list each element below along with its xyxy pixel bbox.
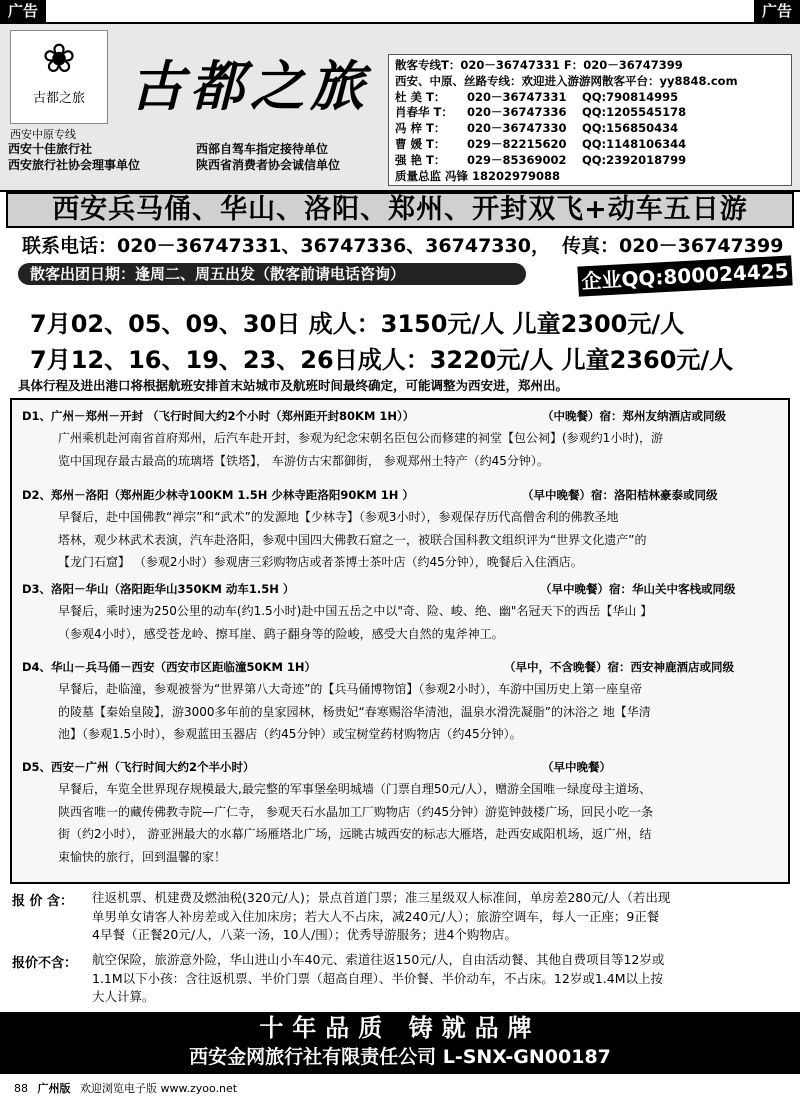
price-row: 7月12、16、19、23、26日成人：3220元/人 儿童2360元/人 [30, 346, 734, 374]
day-description: 早餐后，赴中国佛教“禅宗”和“武术”的发源地【少林寺】（参观3小时），参观保存历代高僧舍利的佛教圣地 塔林，观少林武术表演，汽车赴洛阳，参观中国四大佛教石窟之一，被联合国科教文组织评为“世界文化遗产”的 【龙门石窟】 （参观2小时）参观唐三彩购物店或者茶博士茶叶店（约45分钟），晚餐后入住酒店。 [58, 510, 647, 569]
ad-label-left: 广告 [0, 0, 46, 22]
page-footer [14, 1080, 237, 1096]
day-description: 早餐后，车览全世界现存规模最大,最完整的军事堡垒明城墙（门票自理50元/人），赠游全国唯一绿度母主道场、 陕西省唯一的藏传佛教寺院—广仁寺， 参观天石水晶加工厂购物店（约45分钟）游览钟鼓楼广场，回民小吃一条 街（约2小时）， 游亚洲最大的水幕广场雁塔北广场，远眺古城西安的标志大雁塔，赴西安咸阳机场，返广州，结 束愉快的旅行，回到温馨的家！ [58, 782, 654, 864]
day-description: 早餐后，赴临潼，参观被誉为“世界第八大奇迹”的【兵马俑博物馆】（参观2小时），车游中国历史上第一座皇帝 的陵墓【秦始皇陵】，游3000多年前的皇家园林，杨贵妃“春寒赐浴华清池，温泉水滑洗凝脂”的沐浴之 地【华清 池】（参观1.5小时），参观蓝田玉器店（约45分钟）或宝树堂药材购物店（约45分钟）。 [58, 682, 651, 741]
quality-director: 质量总监 冯锋 18202979088 [395, 168, 561, 183]
itinerary-note: 具体行程及进出港口将根据航班安排首末站城市及航班时间最终确定，可能调整为西安进，郑州出。 [18, 378, 569, 393]
day-heading: D1、广州－郑州－开封 （飞行时间大约2个小时（郑州距开封80KM 1H）） （中晚餐）宿：郑州友纳酒店或同级 [22, 409, 726, 423]
company-license: 西安金网旅行社有限责任公司 L-SNX-GN00187 [189, 1046, 611, 1068]
header-band [0, 22, 800, 192]
butterfly-icon: ❀ [42, 36, 76, 82]
day-description: 早餐后，乘时速为250公里的动车(约1.5小时)赴中国五岳之中以"奇、险、峻、绝、幽"名冠天下的西岳【华山 】 （参观4小时），感受苍龙岭、擦耳崖、鹞子翻身等的险峻，感受大自然的鬼斧神工。 [58, 604, 653, 641]
price-row: 7月02、05、09、30日 成人：3150元/人 儿童2300元/人 [30, 310, 685, 338]
route-text: 西安中原专线 [10, 128, 76, 141]
day-heading: D5、西安－广州（飞行时间大约2个半小时） （早中晚餐） [22, 760, 611, 774]
excludes-label: 报价不含： [12, 956, 78, 971]
staff-row: 杜 美 T： 020－36747331 QQ:790814995 [395, 89, 679, 104]
agency-line-1: 西安十佳旅行社 [8, 142, 93, 156]
logo [10, 30, 108, 124]
platform: 西安、中原、丝路专线：欢迎进入游游网散客平台：yy8848.com [395, 73, 738, 88]
agency-line-4: 陕西省消费者协会诚信单位 [196, 158, 341, 172]
day-heading: D2、郑州－洛阳（郑州距少林寺100KM 1.5H 少林寺距洛阳90KM 1H ） （早中晚餐）宿：洛阳桔林豪泰或同级 [22, 488, 718, 502]
staff-row: 强 艳 T： 029－85369002 QQ:2392018799 [395, 152, 687, 167]
excludes-text: 航空保险，旅游意外险，华山进山小车40元、索道往返150元/人，自由活动餐、其他自费项目等12岁或 1.1M以下小孩：含往返机票、半价门票（超高自理）、半价餐、半价动车，不占床。12岁或1.4M以上按 大人计算。 [92, 952, 665, 1004]
departure-dates-banner: 散客出团日期：逢周二、周五出发（散客前请电话咨询） [18, 263, 526, 285]
day-heading: D4、华山－兵马俑－西安（西安市区距临潼50KM 1H） （早中，不含晚餐）宿：西安神鹿酒店或同级 [22, 660, 734, 674]
footer-band [0, 1012, 800, 1074]
website: 欢迎浏览电子版 www.zyoo.net [80, 1082, 238, 1095]
hotline: 散客专线T：020－36747331 F：020－36747399 [395, 58, 683, 72]
tour-title: 西安兵马俑、华山、洛阳、郑州、开封双飞+动车五日游 [6, 192, 794, 228]
page-number: 88 [14, 1082, 28, 1095]
staff-row: 曹 媛 T： 029－82215620 QQ:1148106344 [395, 136, 687, 151]
staff-row: 冯 梓 T： 020－36747330 QQ:156850434 [395, 121, 679, 136]
contact-box [388, 54, 792, 186]
brand-name: 古都之旅 [130, 54, 370, 118]
staff-row: 肖春华 T： 020－36747336 QQ:1205545178 [395, 105, 687, 120]
contact-fax: 传真：020－36747399 [562, 235, 784, 257]
agency-line-3: 西部自驾车指定接待单位 [196, 142, 329, 156]
ad-label-right: 广告 [754, 0, 800, 22]
contact-phone: 联系电话：020－36747331、36747336、36747330， [22, 235, 550, 257]
enterprise-qq: 企业QQ:800024425 [577, 255, 792, 296]
slogan: 十年品质 铸就品牌 [259, 1014, 541, 1042]
itinerary-box [10, 398, 790, 884]
logo-text: 古都之旅 [32, 91, 85, 106]
day-description: 广州乘机赴河南省首府郑州，后汽车赴开封，参观为纪念宋朝名臣包公而修建的祠堂【包公祠】(参观约1小时)，游 览中国现存最古最高的琉璃塔【铁塔】， 车游仿古宋都御街， 参观郑州土特产（约45分钟）。 [58, 431, 664, 468]
edition: 广州版 [37, 1082, 71, 1095]
day-heading: D3、洛阳－华山（洛阳距华山350KM 动车1.5H ） （早中晚餐）宿：华山关中客栈或同级 [22, 582, 736, 596]
includes-text: 往返机票、机建费及燃油税(320元/人)；景点首道门票；准三星级双人标准间，单房差280元/人（若出现 单男单女请客人补房差或入住加床房；若大人不占床，减240元/人）；旅游空调车，每人一正座；9正餐 4早餐（正餐20元/人，八菜一汤，10人/围）；优秀导游服务；进4个购物店。 [92, 890, 671, 942]
includes-label: 报 价 含： [12, 894, 74, 909]
agency-line-2: 西安旅行社协会理事单位 [8, 158, 141, 172]
